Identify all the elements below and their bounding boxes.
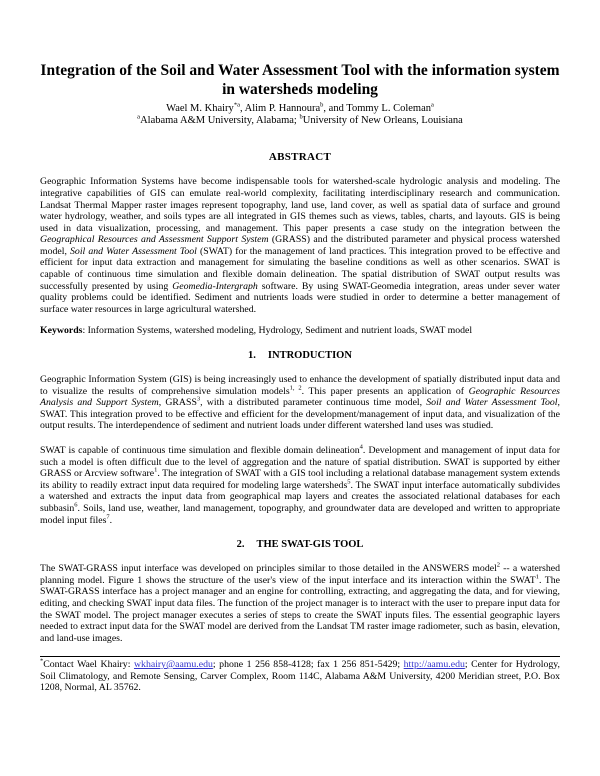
superscript: *a [233, 101, 240, 109]
intro-paragraph-1 [40, 374, 560, 432]
text-run: Wael M. Khairy [166, 103, 234, 115]
superscript: 7 [106, 513, 110, 521]
superscript: 1, 2 [289, 384, 302, 392]
text-run: Geographic Information Systems have become indispensable tools for watershed-scale hydrologic analysis and modeling. The integrative capabilities of GIS can emulate real-world complexity, facilitating interdisciplinary research and communication. Landsat Thermal Mapper raster images represent topography, land use, land cover, as well as spatial data of surface and ground water hydrology, weather, and soils types are all integrated in GIS themes such as views, tables, charts, and layouts. GIS is being used in data visualization, processing, and management. This paper presents a case study on the integration between the [40, 176, 560, 234]
superscript: b [299, 113, 303, 121]
paper-title: Integration of the Soil and Water Assessment Tool with the information system in watersheds modeling [40, 62, 560, 98]
text-run: (GRASS) and the distributed parameter and physical process watershed model, [40, 234, 560, 257]
superscript: * [40, 657, 44, 665]
section-2-heading [40, 539, 560, 550]
website-link[interactable]: http://aamu.edu [403, 659, 465, 670]
text-run: SWAT is capable of continuous time simulation and flexible domain delineation [40, 445, 360, 456]
text-run: Geomedia-Intergraph [172, 280, 258, 292]
section-1-title: INTRODUCTION [267, 350, 352, 362]
text-run: Alabama A&M University, Alabama; [140, 115, 300, 127]
superscript: 1 [154, 466, 158, 474]
text-run: Soil and Water Assessment Tool [426, 397, 558, 409]
intro-paragraph-2 [40, 445, 560, 526]
superscript: 4 [359, 443, 363, 451]
affiliations-line [40, 115, 560, 127]
text-run: . [109, 514, 113, 526]
text-run: University of New Orleans, Louisiana [302, 115, 463, 127]
text-run: (SWAT) for the management of land practices. This integration proved to be effective and efficient for input data extraction and management for simulating the baseline conditions as well as other scenarios. SWAT is capable of continuous time simulation and flexible domain delineation. The spatial distribution of SWAT output results was successfully presented by using [40, 245, 561, 292]
superscript: 3 [196, 395, 201, 403]
text-run: Contact Wael Khairy: [43, 659, 134, 670]
text-run: -- a watershed planning model. Figure 1 shows the structure of the user's view of the input interface and its interaction within the SWAT [40, 563, 561, 586]
text-run: Geographic Resources Analysis and Support System [40, 385, 560, 409]
text-run: , and Tommy L. Coleman [323, 103, 431, 115]
footnote-text [40, 659, 560, 694]
text-run: Geographic Information System (GIS) is being increasingly used to enhance the development of spatially distributed input data and to visualize the results of comprehensive simulation models [40, 374, 560, 397]
section-1-number: 1. [248, 350, 256, 362]
superscript: 6 [74, 501, 78, 509]
footnote-block [40, 656, 560, 694]
text-run: , with a distributed parameter continuous time model, [200, 397, 427, 409]
text-run: . The SWAT input interface automatically subdivides a watershed and extracts the input data from geographical map layers and creates the associated relational databases for each subbasin [40, 479, 561, 514]
superscript: a [430, 101, 434, 109]
section-1-heading [40, 350, 560, 361]
abstract-paragraph [40, 176, 560, 315]
text-run: The SWAT-GRASS input interface was developed on principles similar to those detailed in the ANSWERS model [40, 563, 497, 575]
text-run: , GRASS [158, 397, 197, 409]
text-run: : Information Systems, watershed modeling, Hydrology, Sediment and nutrient loads, SWAT model [82, 325, 473, 337]
section-2-number: 2. [236, 539, 245, 551]
email-link[interactable]: wkhairy@aamu.edu [133, 659, 213, 670]
superscript: 1 [535, 573, 540, 581]
text-run: ; phone 1 256 858-4128; fax 1 256 851-5429; [212, 659, 404, 670]
superscript: 2 [496, 561, 501, 569]
swatgis-paragraph-1 [40, 563, 560, 644]
superscript: 5 [347, 478, 351, 486]
keywords-line [40, 325, 560, 337]
text-run: ; Center for Hydrology, Soil Climatology, and Remote Sensing, Carver Complex, Room 114C, Alabama A&M University, 4200 Meridian street, P.O. Box 1208, Normal, AL 35762. [40, 659, 561, 694]
text-run: , Alim P. Hannoura [239, 103, 321, 115]
text-run: . This paper presents an application of [301, 385, 469, 397]
text-run: software. By using SWAT-Geomedia integration, areas under sever water quality problems could be identified. Sediment and nutrients loads were studied in order to determine a better management of surface water resources in large agricultural watershed. [40, 280, 560, 315]
section-2-title: THE SWAT-GIS TOOL [256, 539, 364, 551]
text-run: Soil and Water Assessment Tool [70, 245, 197, 257]
text-run: , SWAT. This integration proved to be effective and efficient for the development/management of input data, and visualization of the output results. The interdependence of sediment and nutrient loads under different watershed land uses was studied. [40, 397, 560, 432]
text-run: . Development and management of input data for such a model is often difficult due to the level of aggregation and the nature of spatial distribution. SWAT is supported by either GRASS or Arcview software [40, 445, 560, 480]
text-run: Geographical Resources and Assessment Support System [40, 234, 269, 246]
footnote-rule [40, 656, 560, 657]
text-run: . The SWAT-GRASS interface has a project manager and an engine for controlling, extracting, and aggregating the data, and for viewing, editing, and checking SWAT input data files. The function of the project manager is to interact with the user to prepare input data for the SWAT model. The project manager executes a series of steps to create the SWAT inputs files. The essential geographic layers needed to extract input data for the SWAT model are derived from the Landsat TM raster image radiometer, such as basin, elevation, and land-use images. [40, 574, 561, 644]
text-run: . Soils, land use, weather, land management, topography, and groundwater data are developed and written to appropriate model input files [40, 502, 560, 526]
abstract-heading: ABSTRACT [268, 151, 332, 164]
text-run: Keywords [40, 325, 83, 337]
text-run: . The integration of SWAT with a GIS tool including a relational database management system extends its ability to readily extract input data required for modeling large watersheds [40, 468, 560, 491]
superscript: a [137, 113, 141, 121]
superscript: b [320, 101, 324, 109]
